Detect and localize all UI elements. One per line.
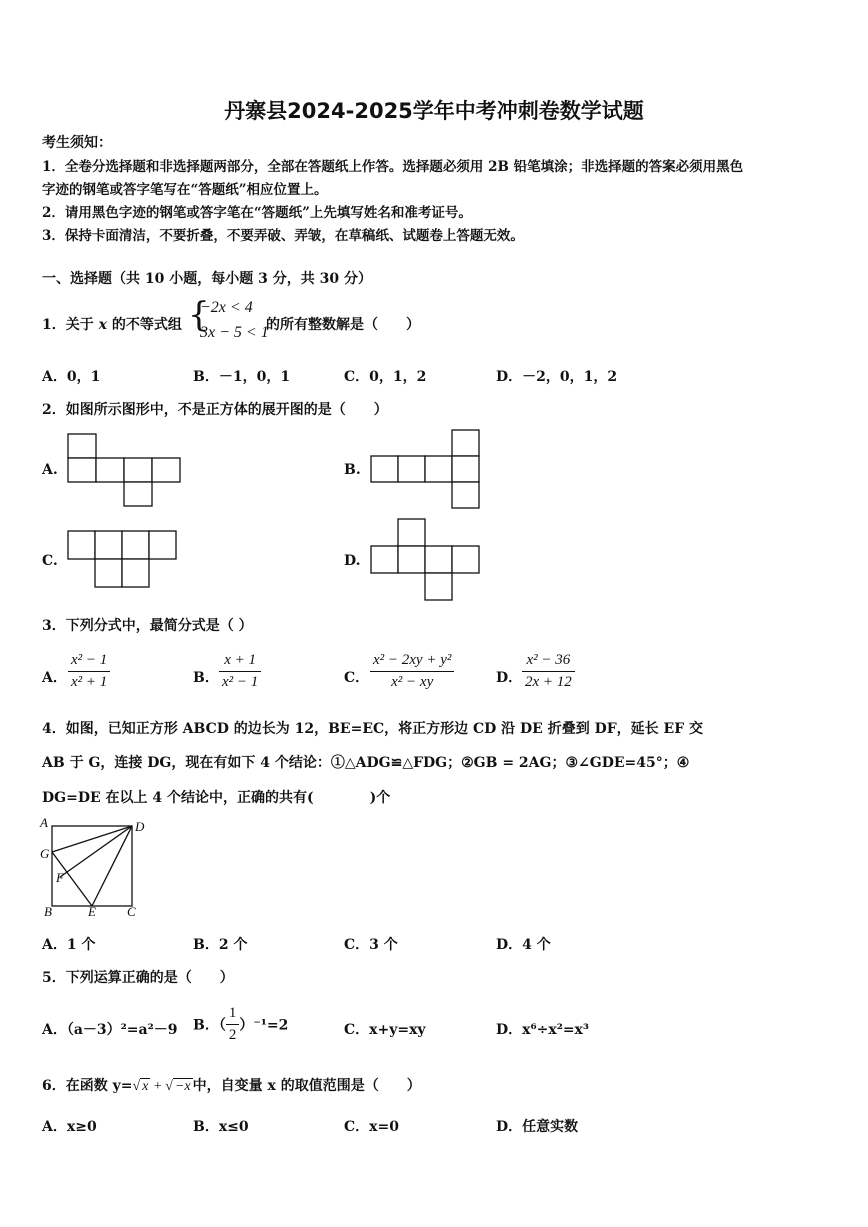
q6-option-d[interactable]: D．任意实数 bbox=[496, 1119, 579, 1135]
q6-option-b[interactable]: B．x≤0 bbox=[193, 1119, 249, 1135]
net-cells bbox=[68, 434, 180, 506]
label-c: C bbox=[127, 904, 136, 919]
q3-c-numerator: x² − 2xy + y² bbox=[370, 652, 454, 672]
q1-mid: 的不等式组 bbox=[111, 317, 182, 333]
q3-a-denominator: x² + 1 bbox=[71, 674, 108, 690]
q2-label-d: D. bbox=[344, 553, 361, 569]
notice-item-1a: 1．全卷分选择题和非选择题两部分，全部在答题纸上作答。选择题必须用 2B 铅笔填涂；非选择题的答案必须用黑色 bbox=[42, 159, 744, 175]
q3-stem: 3．下列分式中，最简分式是（ ） bbox=[42, 618, 253, 634]
q3-a-numerator: x² − 1 bbox=[68, 652, 110, 672]
net-cells bbox=[371, 430, 479, 508]
label-b: B bbox=[44, 904, 52, 919]
q1-prefix: 1．关于 bbox=[42, 317, 94, 333]
q4-option-d[interactable]: D．4 个 bbox=[496, 937, 551, 953]
q4-line-1: 4．如图，已知正方形 ABCD 的边长为 12，BE=EC，将正方形边 CD 沿 DE 折叠到 DF，延长 EF 交 bbox=[42, 721, 704, 737]
square-abcd bbox=[52, 826, 132, 906]
segment-dg bbox=[52, 826, 132, 852]
q6-stem: 6．在函数 y=√ x + √ −x 中，自变量 x 的取值范围是（ ） bbox=[42, 1078, 421, 1094]
q2-label-c: C. bbox=[42, 553, 58, 569]
q1-option-b[interactable]: B．－1，0，1 bbox=[193, 369, 291, 385]
notice-heading: 考生须知： bbox=[42, 135, 112, 151]
q2-net-a[interactable] bbox=[66, 432, 184, 508]
label-d: D bbox=[135, 819, 145, 834]
q3-d-numerator: x² − 36 bbox=[522, 652, 575, 672]
q4-option-c[interactable]: C．3 个 bbox=[344, 937, 398, 953]
page-title: 丹寨县2024-2025学年中考冲刺卷数学试题 bbox=[224, 99, 644, 123]
q5-b-numerator: 1 bbox=[226, 1005, 240, 1025]
q6-radicand-1: x bbox=[142, 1079, 149, 1094]
q6-plus: + bbox=[153, 1079, 162, 1094]
q3-label-a: A． bbox=[42, 670, 67, 686]
q5-option-d[interactable]: D．x⁶÷x²=x³ bbox=[496, 1022, 590, 1038]
q6-suffix: 中，自变量 x 的取值范围是（ ） bbox=[192, 1078, 421, 1094]
q3-option-c[interactable] bbox=[370, 652, 454, 691]
q2-net-d[interactable] bbox=[368, 517, 482, 603]
q3-label-c: C． bbox=[344, 670, 370, 686]
q1-inequality-2: 3x − 5 < 1 bbox=[200, 324, 269, 341]
q3-label-b: B． bbox=[193, 670, 219, 686]
notice-item-3: 3．保持卡面清洁，不要折叠，不要弄破、弄皱，在草稿纸、试题卷上答题无效。 bbox=[42, 228, 524, 244]
label-a: A bbox=[40, 815, 48, 830]
section-heading: 一、选择题（共 10 小题，每小题 3 分，共 30 分） bbox=[42, 271, 372, 287]
q3-label-d: D． bbox=[496, 670, 523, 686]
q5-option-a[interactable]: A．（a－3）²=a²－9 bbox=[42, 1022, 178, 1038]
q2-stem: 2．如图所示图形中，不是正方体的展开图的是（ ） bbox=[42, 402, 388, 418]
q6-radicand-2: −x bbox=[174, 1079, 191, 1094]
q4-line-3: DG=DE 在以上 4 个结论中，正确的共有( )个 bbox=[42, 790, 391, 806]
label-e: E bbox=[88, 904, 96, 919]
q3-b-numerator: x + 1 bbox=[219, 652, 261, 672]
q1-option-d[interactable]: D．－2，0，1，2 bbox=[496, 369, 618, 385]
q2-label-b: B. bbox=[344, 462, 361, 478]
label-g: G bbox=[40, 846, 50, 861]
notice-item-2: 2．请用黑色字迹的钢笔或答字笔在“答题纸”上先填写姓名和准考证号。 bbox=[42, 205, 472, 221]
q4-line-2: AB 于 G，连接 DG，现在有如下 4 个结论：①△ADG≌△FDG；②GB = 2AG；③∠GDE=45°；④ bbox=[42, 755, 690, 771]
q3-option-b[interactable] bbox=[219, 652, 261, 691]
q3-c-denominator: x² − xy bbox=[391, 674, 434, 690]
q6-option-c[interactable]: C．x=0 bbox=[344, 1119, 399, 1135]
q5-option-b[interactable] bbox=[193, 1005, 288, 1044]
q6-option-a[interactable]: A．x≥0 bbox=[42, 1119, 97, 1135]
q2-net-b[interactable] bbox=[368, 428, 482, 512]
notice-item-1b: 字迹的钢笔或答字笔写在“答题纸”相应位置上。 bbox=[42, 182, 328, 198]
q3-option-a[interactable] bbox=[68, 652, 110, 691]
q5-option-c[interactable]: C．x+y=xy bbox=[344, 1022, 426, 1038]
q1-brace: { bbox=[188, 295, 210, 335]
q1-var: x bbox=[98, 317, 107, 333]
q6-prefix: 6．在函数 y= bbox=[42, 1078, 133, 1094]
q3-d-denominator: 2x + 12 bbox=[525, 674, 572, 690]
q3-option-d[interactable] bbox=[522, 652, 575, 691]
q1-inequality-1: −2x < 4 bbox=[200, 299, 253, 316]
net-cells bbox=[371, 519, 479, 600]
q4-option-a[interactable]: A．1 个 bbox=[42, 937, 96, 953]
q5-b-tail: ）⁻¹=2 bbox=[239, 1017, 289, 1034]
q1-option-a[interactable]: A．0，1 bbox=[42, 369, 101, 385]
q5-stem: 5．下列运算正确的是（ ） bbox=[42, 970, 234, 986]
segment-de bbox=[92, 826, 132, 906]
q1-suffix: 的所有整数解是（ ） bbox=[266, 317, 420, 333]
q5-b-label: B．（ bbox=[193, 1017, 226, 1034]
q3-b-denominator: x² − 1 bbox=[222, 674, 259, 690]
q1-stem bbox=[42, 314, 182, 334]
q4-option-b[interactable]: B．2 个 bbox=[193, 937, 248, 953]
q4-square-figure bbox=[38, 814, 150, 922]
q2-net-c[interactable] bbox=[66, 529, 180, 591]
q1-option-c[interactable]: C．0，1，2 bbox=[344, 369, 427, 385]
q5-b-denominator: 2 bbox=[228, 1027, 237, 1043]
q2-label-a: A. bbox=[42, 462, 58, 478]
segment-df bbox=[60, 826, 132, 877]
label-f: F bbox=[56, 870, 64, 885]
net-cells bbox=[68, 531, 176, 587]
